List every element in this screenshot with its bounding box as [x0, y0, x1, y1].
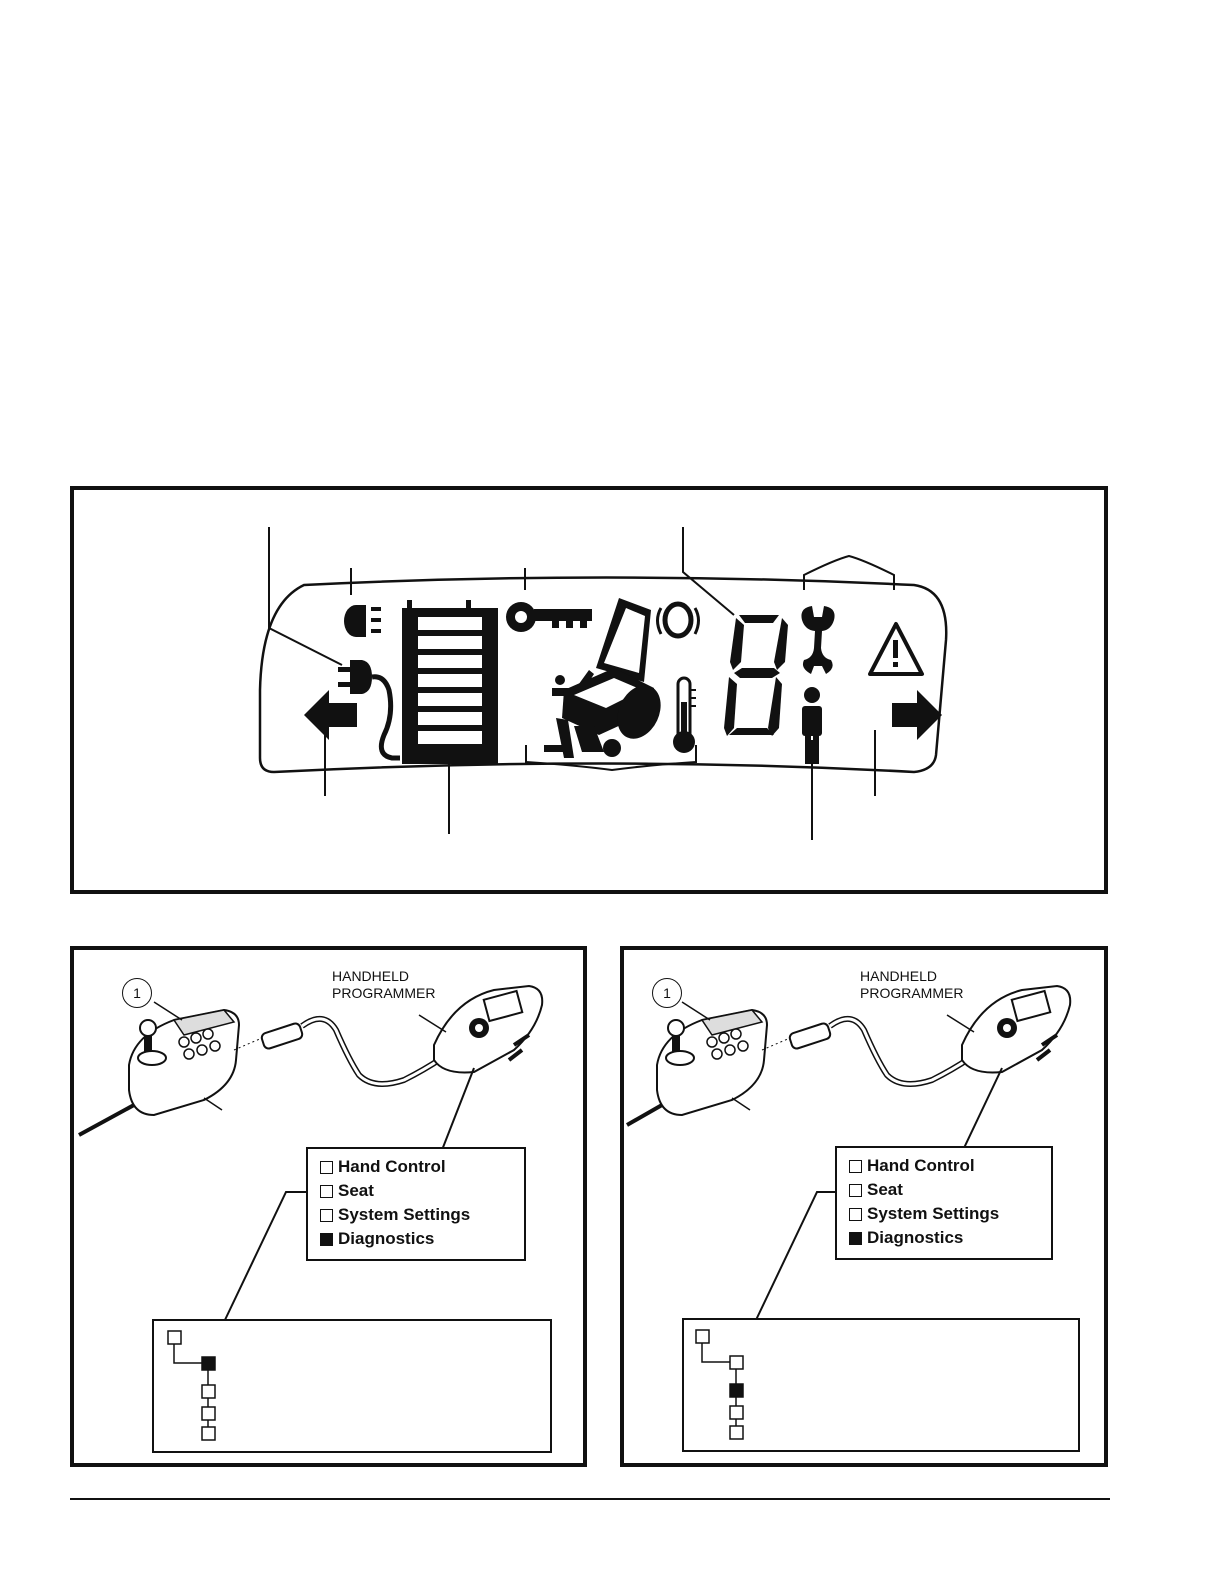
menu-item-seat[interactable]: Seat — [320, 1179, 514, 1203]
menu-item-hand-control[interactable]: Hand Control — [849, 1154, 1041, 1178]
menu-item-system-settings[interactable]: System Settings — [849, 1202, 1041, 1226]
programmer-menu — [306, 1147, 526, 1261]
handheld-programmer-illustration — [434, 986, 542, 1073]
menu-item-hand-control[interactable]: Hand Control — [320, 1155, 514, 1179]
menu-item-diagnostics[interactable]: Diagnostics — [320, 1227, 514, 1251]
brake-icon — [658, 604, 699, 636]
tree-node — [202, 1427, 215, 1440]
checkbox-icon — [849, 1208, 862, 1221]
diagnostics-tree — [152, 1319, 552, 1453]
tree-node — [730, 1356, 743, 1369]
joystick-module-illustration — [627, 1010, 767, 1125]
programmer-label-line1: HANDHELD — [332, 968, 410, 984]
tree-diagram-left — [154, 1321, 554, 1455]
headlight-icon — [344, 605, 381, 637]
tree-node — [202, 1407, 215, 1420]
left-arrow-icon — [304, 690, 357, 740]
warning-icon — [870, 624, 922, 674]
programmer-label — [860, 968, 963, 1002]
tree-node — [730, 1426, 743, 1439]
menu-item-seat[interactable]: Seat — [849, 1178, 1041, 1202]
checkbox-icon — [320, 1185, 333, 1198]
checkbox-icon — [849, 1160, 862, 1173]
right-arrow-icon — [892, 690, 942, 740]
tree-node-selected — [730, 1384, 743, 1397]
callout-number-badge: 1 — [122, 978, 152, 1008]
tree-diagram-right — [684, 1320, 1082, 1454]
leader-lines-top — [269, 527, 894, 665]
programmer-label-line1: HANDHELD — [860, 968, 938, 984]
checkbox-icon — [320, 1209, 333, 1222]
checkbox-filled-icon — [320, 1233, 333, 1246]
joystick-module-illustration — [79, 1010, 239, 1135]
tree-node — [202, 1385, 215, 1398]
wrench-icon — [801, 606, 834, 674]
cable-illustration — [261, 1019, 442, 1084]
menu-item-system-settings[interactable]: System Settings — [320, 1203, 514, 1227]
footer-rule — [70, 1498, 1110, 1500]
programmer-label — [332, 968, 435, 1002]
handheld-programmer-illustration — [962, 986, 1070, 1073]
checkbox-icon — [320, 1161, 333, 1174]
key-icon — [506, 602, 592, 632]
tree-node-selected — [202, 1357, 215, 1370]
programmer-panel-right — [620, 946, 1108, 1467]
programmer-panel-left — [70, 946, 587, 1467]
battery-icon — [402, 600, 498, 764]
digit-display — [724, 615, 788, 736]
cable-illustration — [789, 1019, 970, 1084]
checkbox-filled-icon — [849, 1232, 862, 1245]
programmer-label-line2: PROGRAMMER — [332, 985, 436, 1001]
programmer-menu — [835, 1146, 1053, 1260]
tree-node — [730, 1406, 743, 1419]
tree-node-root — [168, 1331, 181, 1344]
diagnostics-tree — [682, 1318, 1080, 1452]
thermometer-icon — [673, 678, 696, 753]
callout-number-badge: 1 — [652, 978, 682, 1008]
menu-item-diagnostics[interactable]: Diagnostics — [849, 1226, 1041, 1250]
tree-node-root — [696, 1330, 709, 1343]
lcd-figure — [74, 490, 1112, 898]
checkbox-icon — [849, 1184, 862, 1197]
programmer-label-line2: PROGRAMMER — [860, 985, 964, 1001]
lcd-figure-frame — [70, 486, 1108, 894]
